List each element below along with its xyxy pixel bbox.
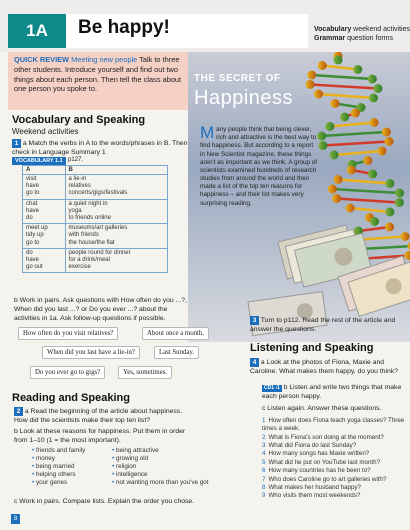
helix-rung bbox=[310, 85, 378, 89]
unit-title: Be happy! bbox=[78, 17, 170, 38]
helix-rung bbox=[337, 199, 400, 203]
helix-rung bbox=[332, 189, 399, 193]
table-cell-a: meet up tidy up go to bbox=[23, 224, 66, 249]
helix-bead bbox=[334, 56, 343, 65]
question-item bbox=[262, 476, 408, 484]
reason-item: • helping others bbox=[32, 471, 112, 478]
task-number: 2 bbox=[14, 407, 23, 416]
table-cell-b: people round for dinner for a drink/meal exercise bbox=[65, 248, 167, 273]
helix-rung bbox=[312, 75, 373, 79]
helix-rung bbox=[350, 208, 390, 212]
helix-bead bbox=[377, 147, 386, 156]
speech-bubble: About once a month. bbox=[142, 327, 209, 340]
question-text: How often does Fiona teach yoga classes? Three times a week. bbox=[262, 417, 405, 433]
article-dropcap: M bbox=[200, 123, 215, 142]
helix-bead bbox=[340, 113, 349, 122]
speech-bubble: Do you ever go to gigs? bbox=[30, 366, 105, 379]
helix-bead bbox=[385, 223, 394, 232]
reason-item: • not wanting more than you've got bbox=[112, 479, 232, 486]
speech-bubble: Last Sunday. bbox=[154, 346, 199, 359]
helix-rung bbox=[323, 142, 389, 146]
reason-item: • your genes bbox=[32, 479, 112, 486]
helix-bead bbox=[385, 179, 394, 188]
section-title-listening: Listening and Speaking bbox=[250, 342, 374, 354]
helix-bead bbox=[346, 204, 355, 213]
helix-bead bbox=[370, 118, 379, 127]
question-number: 1 bbox=[262, 417, 266, 424]
table-cell-b: a quiet night in yoga to friends online bbox=[65, 199, 167, 224]
helix-rung bbox=[322, 66, 358, 70]
question-text: How many countries has he been to? bbox=[268, 467, 371, 475]
table-header-b: B bbox=[65, 166, 167, 175]
question-text: What makes her husband happy? bbox=[268, 483, 361, 491]
task-4a: 4 a Look at the photos of Fiona, Maxie and Caroline. What makes them happy, do you think? bbox=[250, 359, 398, 375]
question-item bbox=[262, 484, 408, 492]
task-1b: b Work in pairs. Ask questions with How often do you ...?, When did you last ...? or Do you ever ...? about the activities in 1a. Ask follow-up questions if possible. bbox=[14, 297, 187, 322]
question-number: 9 bbox=[262, 492, 266, 500]
question-text: Who visits them most weekends? bbox=[268, 492, 361, 500]
section-subtitle-vocabulary: Weekend activities bbox=[12, 127, 79, 136]
helix-bead bbox=[330, 151, 339, 160]
helix-bead bbox=[368, 75, 377, 84]
helix-bead bbox=[363, 156, 372, 165]
reason-item: • money bbox=[32, 455, 112, 462]
unit-badge: 1A bbox=[8, 14, 66, 48]
helix-bead bbox=[401, 232, 410, 241]
table-row bbox=[23, 199, 168, 224]
question-item bbox=[262, 459, 408, 467]
helix-bead bbox=[306, 80, 315, 89]
question-text: What is Fiona's son doing at the moment? bbox=[268, 433, 384, 441]
helix-bead bbox=[331, 99, 340, 108]
reason-item: • being married bbox=[32, 463, 112, 470]
table-header-a: A bbox=[23, 166, 66, 175]
helix-bead bbox=[318, 141, 327, 150]
task-2a: 2 a Read the beginning of the article about happiness. How did the scientists make their top ten list? bbox=[14, 408, 183, 424]
question-number: 5 bbox=[262, 458, 266, 466]
task-number: 3 bbox=[250, 316, 259, 325]
task-1a: 1 a Match the verbs in A to the words/phrases in B. Then check in Language Summary 1 bbox=[12, 140, 188, 156]
helix-bead bbox=[314, 90, 323, 99]
helix-bead bbox=[382, 128, 391, 137]
reason-item: • religion bbox=[112, 463, 232, 470]
helix-bead bbox=[317, 132, 326, 141]
task-number: 1 bbox=[12, 139, 21, 148]
task-4c: c Listen again. Answer these questions. bbox=[262, 405, 382, 412]
table-cell-b: a lie-in relatives concerts/gigs/festivals bbox=[65, 175, 167, 200]
helix-rung bbox=[338, 180, 390, 184]
helix-rung bbox=[322, 132, 387, 136]
section-title-vocabulary: Vocabulary and Speaking bbox=[12, 114, 146, 126]
helix-bead bbox=[325, 122, 334, 131]
helix-bead bbox=[353, 65, 362, 74]
question-item bbox=[262, 492, 408, 500]
reason-item: • friends and family bbox=[32, 447, 112, 454]
helix-bead bbox=[368, 170, 377, 179]
helix-bead bbox=[373, 84, 382, 93]
table-row bbox=[23, 224, 168, 249]
vocabulary-reference-chip: VOCABULARY 1.1 bbox=[12, 157, 66, 165]
question-number: 4 bbox=[262, 450, 266, 458]
helix-rung bbox=[330, 123, 374, 127]
table-cell-a: do have go out bbox=[23, 248, 66, 273]
helix-bead bbox=[328, 185, 337, 194]
task-3: 3 Turn to p112. Read the rest of the article and answer the questions. bbox=[250, 317, 396, 333]
section-title-reading: Reading and Speaking bbox=[12, 392, 130, 404]
reason-item: • intelligence bbox=[112, 471, 232, 478]
question-item bbox=[262, 442, 408, 450]
hero-title-small: THE SECRET OF bbox=[194, 73, 281, 84]
question-text: Who does Caroline go to art galleries with? bbox=[268, 475, 387, 483]
matching-table bbox=[22, 165, 168, 273]
question-number: 6 bbox=[262, 467, 266, 475]
reason-item: • growing old bbox=[112, 455, 232, 462]
helix-rung bbox=[319, 94, 374, 98]
helix-bead bbox=[332, 194, 341, 203]
helix-bead bbox=[369, 94, 378, 103]
question-text: What did Fiona do last Sunday? bbox=[268, 442, 357, 450]
table-cell-a: chat have do bbox=[23, 199, 66, 224]
topic-vocabulary: Vocabulary weekend activities bbox=[314, 26, 410, 33]
helix-bead bbox=[370, 217, 379, 226]
helix-bead bbox=[404, 251, 410, 260]
helix-bead bbox=[307, 71, 316, 80]
task-4b: CD1 ›1 b Listen and write two things that make each person happy. bbox=[262, 384, 402, 400]
question-item bbox=[262, 417, 408, 434]
helix-rung bbox=[358, 227, 389, 231]
table-row bbox=[23, 248, 168, 273]
question-item bbox=[262, 434, 408, 442]
helix-bead bbox=[395, 198, 404, 207]
reasons-list bbox=[32, 447, 232, 487]
question-item bbox=[262, 467, 408, 475]
article-intro: Many people think that being clever, rich and attractive is the best way to find happiness. But according to a report in New Scientist magazine, these things aren't as important as we think. A group of scientists examined hundreds of research studies from around the world and then made a list of the top ten reasons for happiness – and their list makes very surprising reading. bbox=[200, 123, 318, 207]
question-number: 3 bbox=[262, 442, 266, 450]
questions-list bbox=[262, 417, 408, 501]
page-number: 8 bbox=[11, 514, 20, 524]
question-number: 2 bbox=[262, 433, 266, 441]
speech-bubble: How often do you visit relatives? bbox=[18, 327, 118, 340]
helix-bead bbox=[385, 208, 394, 217]
topic-grammar: Grammar question forms bbox=[314, 35, 394, 42]
table-row bbox=[23, 175, 168, 200]
question-item bbox=[262, 450, 408, 458]
helix-rung bbox=[334, 151, 382, 155]
question-number: 7 bbox=[262, 475, 266, 483]
helix-bead bbox=[347, 166, 356, 175]
task-number: 4 bbox=[250, 358, 259, 367]
quick-review-box: QUICK REVIEW Meeting new people Talk to three other students. Introduce yourself and find out two things about each person. Then tell the class about one person you spoke to. bbox=[8, 52, 188, 110]
question-text: How many songs has Maxie written? bbox=[268, 450, 370, 458]
helix-bead bbox=[395, 189, 404, 198]
task-2c: c Work in pairs. Compare lists. Explain the order you chose. bbox=[14, 498, 195, 505]
vocabulary-page-ref: p127. bbox=[68, 157, 84, 163]
table-cell-b: museums/art galleries with friends the house/the flat bbox=[65, 224, 167, 249]
task-2b: b Look at these reasons for happiness. Put them in order from 1–10 (1 = the most important). bbox=[14, 428, 186, 444]
cd-track-badge: CD1 ›1 bbox=[264, 385, 280, 391]
helix-bead bbox=[318, 61, 327, 70]
speech-bubble: Yes, sometimes. bbox=[118, 366, 172, 379]
helix-bead bbox=[334, 175, 343, 184]
question-text: What did he put on YouTube last month? bbox=[268, 458, 381, 466]
table-cell-a: visit have go to bbox=[23, 175, 66, 200]
hero-title-big: Happiness bbox=[194, 87, 294, 109]
question-number: 8 bbox=[262, 483, 266, 491]
speech-bubble: When did you last have a lie-in? bbox=[42, 346, 140, 359]
reason-item: • being attractive bbox=[112, 447, 232, 454]
helix-bead bbox=[351, 109, 360, 118]
helix-bead bbox=[385, 137, 394, 146]
